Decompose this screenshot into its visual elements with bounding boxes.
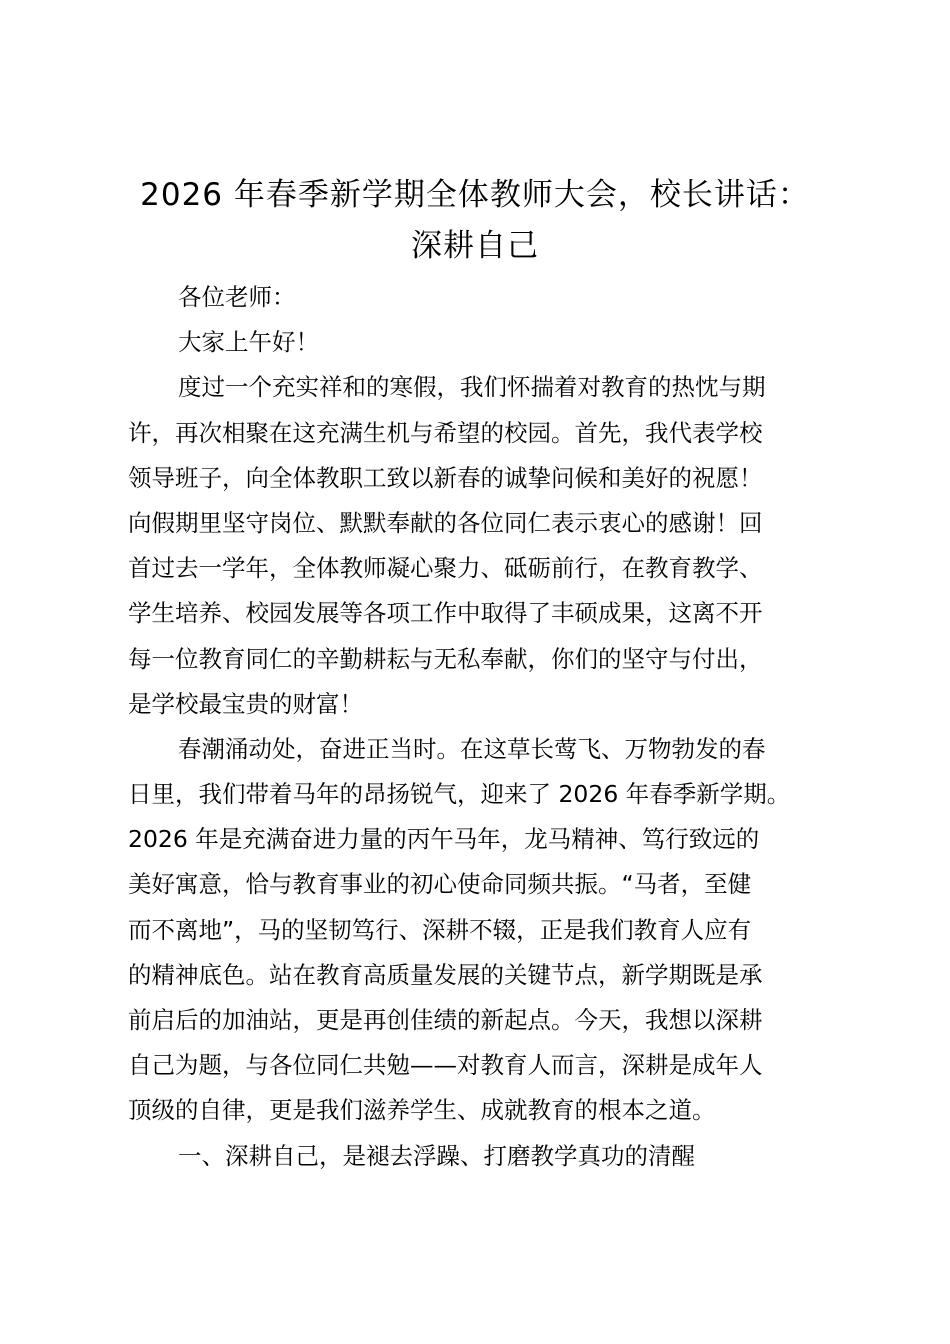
- document-body: [128, 275, 848, 1179]
- body-line: 向假期里坚守岗位、默默奉献的各位同仁表示衷心的感谢！回: [128, 508, 763, 537]
- body-line: 2026 年是充满奋进力量的丙午马年，龙马精神、笃行致远的: [128, 825, 760, 854]
- body-line: 春潮涌动处，奋进正当时。在这草长莺飞、万物勃发的春: [178, 734, 766, 763]
- body-line: 各位老师：: [178, 283, 296, 311]
- body-line: 自己为题，与各位同仁共勉——对教育人而言，深耕是成年人: [128, 1051, 763, 1080]
- body-line: 是学校最宝贵的财富！: [128, 689, 363, 718]
- body-line: 前启后的加油站，更是再创佳绩的新起点。今天，我想以深耕: [128, 1006, 763, 1034]
- body-line: 日里，我们带着马年的昂扬锐气，迎来了 2026 年春季新学期。: [128, 780, 791, 809]
- body-line: 大家上午好！: [178, 328, 319, 357]
- body-line: 领导班子，向全体教职工致以新春的诚挚问候和美好的祝愿！: [128, 463, 763, 492]
- body-line: 每一位教育同仁的辛勤耕耘与无私奉献，你们的坚守与付出，: [128, 644, 763, 673]
- body-line: 一、深耕自己，是褪去浮躁、打磨教学真功的清醒: [178, 1141, 695, 1170]
- body-line: 而不离地”，马的坚韧笃行、深耕不辍，正是我们教育人应有: [128, 915, 752, 944]
- body-line: 的精神底色。站在教育高质量发展的关键节点，新学期既是承: [128, 960, 763, 989]
- title-line: 深耕自己: [411, 228, 539, 264]
- body-line: 美好寓意，恰与教育事业的初心使命同频共振。“马者，至健: [128, 870, 752, 899]
- body-line: 顶级的自律，更是我们滋养学生、成就教育的根本之道。: [128, 1096, 716, 1125]
- body-line: 首过去一学年，全体教师凝心聚力、砥砺前行，在教育教学、: [128, 554, 763, 583]
- body-line: 度过一个充实祥和的寒假，我们怀揣着对教育的热忱与期: [178, 373, 766, 402]
- body-line: 学生培养、校园发展等各项工作中取得了丰硕成果，这离不开: [128, 599, 763, 628]
- body-line: 许，再次相聚在这充满生机与希望的校园。首先，我代表学校: [128, 418, 763, 447]
- document-title: [100, 170, 850, 272]
- title-line: 2026 年春季新学期全体教师大会，校长讲话：: [140, 177, 810, 213]
